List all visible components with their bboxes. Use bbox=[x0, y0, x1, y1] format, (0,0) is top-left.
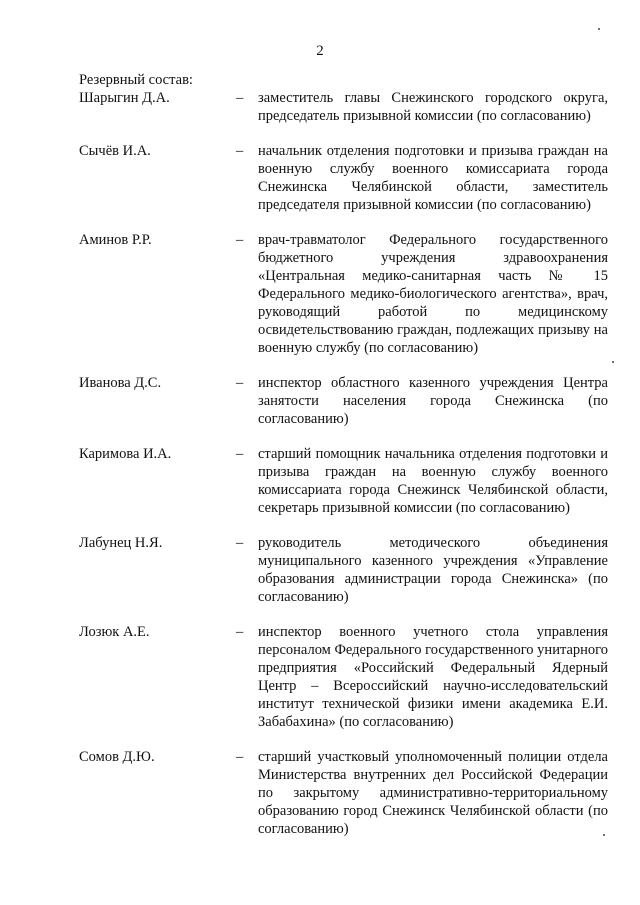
member-row bbox=[79, 748, 614, 838]
member-name: Каримова И.А. bbox=[79, 446, 172, 462]
member-row bbox=[79, 534, 614, 606]
dash-separator: – bbox=[236, 90, 244, 106]
member-role: старший помощник начальника отделения подготовки и призыва граждан на военную службу военного комиссариата города Снежинск Челябинской области, секретарь призывной комиссии (по согласованию) bbox=[258, 446, 608, 516]
member-name: Лозюк А.Е. bbox=[79, 624, 150, 640]
member-name: Иванова Д.С. bbox=[79, 375, 162, 391]
member-role: врач-травматолог Федерального государственного бюджетного учреждения здравоохранения «Центральная медико-санитарная часть № 15 Федерального медико-биологического агентства», врач, руководящий работой по медицинскому освидетельствованию граждан, подлежащих призыву на военную службу (по согласованию) bbox=[258, 232, 608, 356]
member-row bbox=[79, 89, 614, 125]
member-name: Сычёв И.А. bbox=[79, 143, 151, 159]
member-name: Лабунец Н.Я. bbox=[79, 535, 163, 551]
dash-separator: – bbox=[236, 375, 244, 391]
page-number: 2 bbox=[316, 43, 324, 59]
dash-separator: – bbox=[236, 446, 244, 462]
dash-separator: – bbox=[236, 749, 244, 765]
dash-separator: – bbox=[236, 535, 244, 551]
member-name: Сомов Д.Ю. bbox=[79, 749, 155, 765]
members-list bbox=[79, 89, 614, 855]
member-name: Шарыгин Д.А. bbox=[79, 90, 170, 106]
dash-separator: – bbox=[236, 624, 244, 640]
scan-speck bbox=[603, 834, 605, 836]
member-role: заместитель главы Снежинского городского округа, председатель призывной комиссии (по согласованию) bbox=[258, 90, 608, 124]
dash-separator: – bbox=[236, 232, 244, 248]
member-row bbox=[79, 623, 614, 731]
member-role: инспектор военного учетного стола управления персоналом Федерального государственного унитарного предприятия «Российский Федеральный Ядерный Центр – Всероссийский научно-исследовательский институт технической физики имени академика Е.И. Забабахина» (по согласованию) bbox=[258, 624, 608, 730]
member-row bbox=[79, 231, 614, 357]
scan-speck bbox=[612, 361, 614, 363]
member-row bbox=[79, 445, 614, 517]
dash-separator: – bbox=[236, 143, 244, 159]
member-role: инспектор областного казенного учреждения Центра занятости населения города Снежинска (по согласованию) bbox=[258, 375, 608, 427]
scan-speck bbox=[598, 28, 600, 30]
member-role: начальник отделения подготовки и призыва граждан на военную службу военного комиссариата города Снежинска Челябинской области, заместитель председателя призывной комиссии (по согласованию) bbox=[258, 143, 608, 213]
member-row bbox=[79, 374, 614, 428]
member-role: старший участковый уполномоченный полиции отдела Министерства внутренних дел Российской Федерации по закрытому административно-территориальному образованию город Снежинск Челябинской области (по согласованию) bbox=[258, 749, 608, 837]
member-role: руководитель методического объединения муниципального казенного учреждения «Управление образования администрации города Снежинска» (по согласованию) bbox=[258, 535, 608, 605]
member-row bbox=[79, 142, 614, 214]
reserve-heading: Резервный состав: bbox=[79, 72, 193, 88]
member-name: Аминов Р.Р. bbox=[79, 232, 152, 248]
